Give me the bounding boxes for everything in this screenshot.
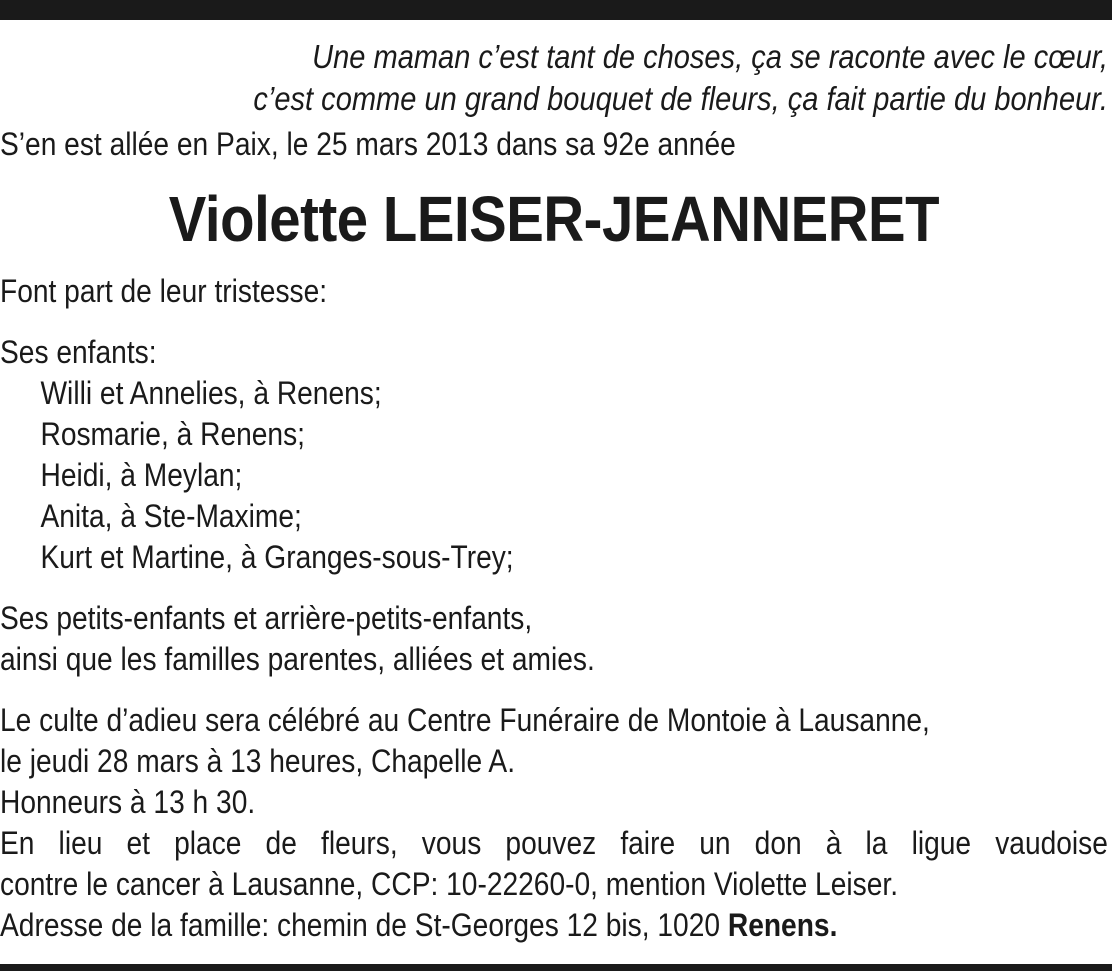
ceremony-section (0, 700, 1108, 946)
family-line: ainsi que les familles parentes, alliées et amies. (0, 641, 595, 677)
obituary-notice (0, 36, 1108, 946)
deceased-name: Violette LEISER-JEANNERET (168, 183, 940, 255)
children-heading: Ses enfants: (0, 334, 157, 370)
address-city: Renens. (727, 907, 838, 943)
ceremony-line: Le culte d’adieu sera célébré au Centre Funéraire de Montoie à Lausanne, (0, 702, 930, 738)
top-rule (0, 0, 1112, 20)
children-section (0, 332, 1108, 578)
announcement: S’en est allée en Paix, le 25 mars 2013 dans sa 92e année (0, 126, 736, 162)
family-section (0, 598, 1108, 680)
ceremony-line: le jeudi 28 mars à 13 heures, Chapelle A. (0, 743, 516, 779)
child-entry: Willi et Annelies, à Renens; (40, 375, 382, 411)
address-text: Adresse de la famille: chemin de St-Georges 12 bis, 1020 (0, 907, 728, 943)
intro-text: Font part de leur tristesse: (0, 273, 328, 309)
child-entry: Rosmarie, à Renens; (40, 416, 305, 452)
family-address (0, 905, 1108, 946)
ceremony-line: contre le cancer à Lausanne, CCP: 10-22260-0, mention Violette Leiser. (0, 866, 899, 902)
child-entry: Heidi, à Meylan; (40, 457, 243, 493)
child-entry: Anita, à Ste-Maxime; (40, 498, 302, 534)
ceremony-line: Honneurs à 13 h 30. (0, 784, 256, 820)
child-entry: Kurt et Martine, à Granges-sous-Trey; (40, 539, 514, 575)
family-line: Ses petits-enfants et arrière-petits-enfants, (0, 600, 533, 636)
quote-line: c’est comme un grand bouquet de fleurs, ça fait partie du bonheur. (253, 80, 1108, 117)
ceremony-line: En lieu et place de fleurs, vous pouvez faire un don à la ligue vaudoise (0, 825, 1108, 861)
quote-line: Une maman c’est tant de choses, ça se raconte avec le cœur, (312, 38, 1108, 75)
bottom-rule (0, 964, 1112, 971)
